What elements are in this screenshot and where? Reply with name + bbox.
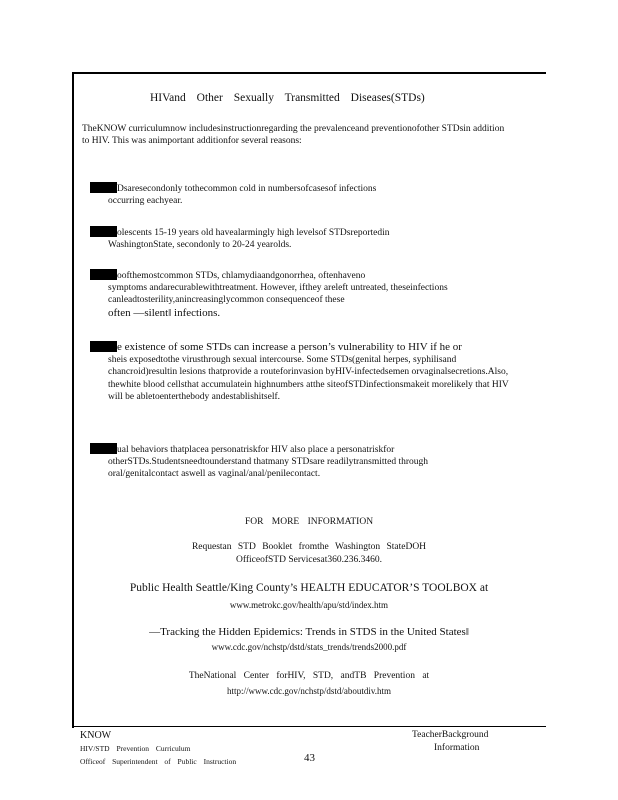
request-line-1: Requestan STD Booklet fromthe Washington StateDOH (191, 542, 427, 552)
bullet-continuation: symptoms andarecurablewithtreatment. However, ifthey areleft untreated, theseinfections canleadtosterility,anincreasinglycommon consequenceof these (108, 283, 448, 306)
national-center-line: TheNational Center forHIV, STD, andTB Prevention at (188, 671, 430, 681)
more-info-heading: FOR MORE INFORMATION (244, 517, 374, 527)
toolbox-url: www.metrokc.gov/health/apu/std/index.htm (229, 600, 389, 610)
redaction-bar (90, 269, 117, 280)
tracking-url: www.cdc.gov/nchstp/dstd/stats_trends/trends2000.pdf (211, 642, 407, 652)
footer-rule (72, 726, 546, 727)
bullet-first-line: ual behaviors thatplacea personatriskfor HIV also place a personatriskfor (117, 445, 395, 455)
intro-paragraph: TheKNOW curriculumnow includesinstructionregarding the prevalenceand preventionofother STDsin addition to HIV. This was animportant additionfor several reasons: (82, 124, 505, 146)
bullet-first-line: e existence of some STDs can increase a person’s vulnerability to HIV if he or (117, 341, 462, 353)
redaction-bar (90, 226, 117, 237)
page-number: 43 (304, 752, 315, 764)
bullet-tail: often —silent‖ infections. (108, 306, 221, 319)
request-line-2: OfficeofSTD Servicesat360.236.3460. (236, 555, 382, 565)
bullet-continuation: WashingtonState, secondonly to 20-24 yearolds. (108, 240, 292, 251)
redaction-bar (90, 341, 117, 352)
page-title: HIVand Other Sexually Transmitted Diseases(STDs) (150, 92, 425, 104)
bullet-item (90, 182, 490, 207)
toolbox-title: Public Health Seattle/King County’s HEALTH EDUCATOR’S TOOLBOX at (129, 582, 489, 594)
footer-know: KNOW (80, 730, 112, 741)
bullet-item (90, 443, 490, 481)
bullet-first-line: Dsaresecondonly tothecommon cold in numbersofcasesof infections (117, 184, 377, 194)
bullet-item (90, 269, 510, 319)
national-center-url: http://www.cdc.gov/nchstp/dstd/aboutdiv.htm (226, 686, 392, 696)
bullet-continuation: sheis exposedtothe virusthrough sexual intercourse. Some STDs(genital herpes, syphilisand chancroid)resultin lesions thatprovide a routeforinvasion byHIV-infectedsemen orvaginalsecretions.Also, thewhite blood cellsthat accumulatein highnumbers atthe siteofSTDinfectionsmakeit morelikely that HIV will be abletoenterthebody andestablishitself. (108, 355, 509, 402)
footer-office: Officeof Superintendent of Public Instruction (80, 757, 237, 766)
bullet-first-line: oofthemostcommon STDs, chlamydiaandgonorrhea, oftenhaveno (117, 271, 366, 281)
bullet-item (90, 341, 510, 403)
footer-information: Information (434, 743, 480, 753)
bullet-item (90, 226, 490, 251)
bullet-continuation: occurring eachyear. (108, 196, 183, 207)
redaction-bar (90, 443, 117, 454)
tracking-title: —Tracking the Hidden Epidemics: Trends in STDS in the United States‖ (149, 626, 469, 638)
footer-teacher-background: TeacherBackground (412, 730, 489, 740)
bullet-first-line: olescents 15-19 years old havealarmingly high levelsof STDsreportedin (117, 228, 390, 238)
frame-top-rule (72, 72, 546, 74)
redaction-bar (90, 182, 117, 193)
bullet-continuation: otherSTDs.Studentsneedtounderstand thatmany STDsare readilytransmitted through oral/genitalcontact aswell as vaginal/anal/penilecontact. (108, 457, 429, 480)
footer-curriculum: HIV/STD Prevention Curriculum (80, 744, 191, 753)
